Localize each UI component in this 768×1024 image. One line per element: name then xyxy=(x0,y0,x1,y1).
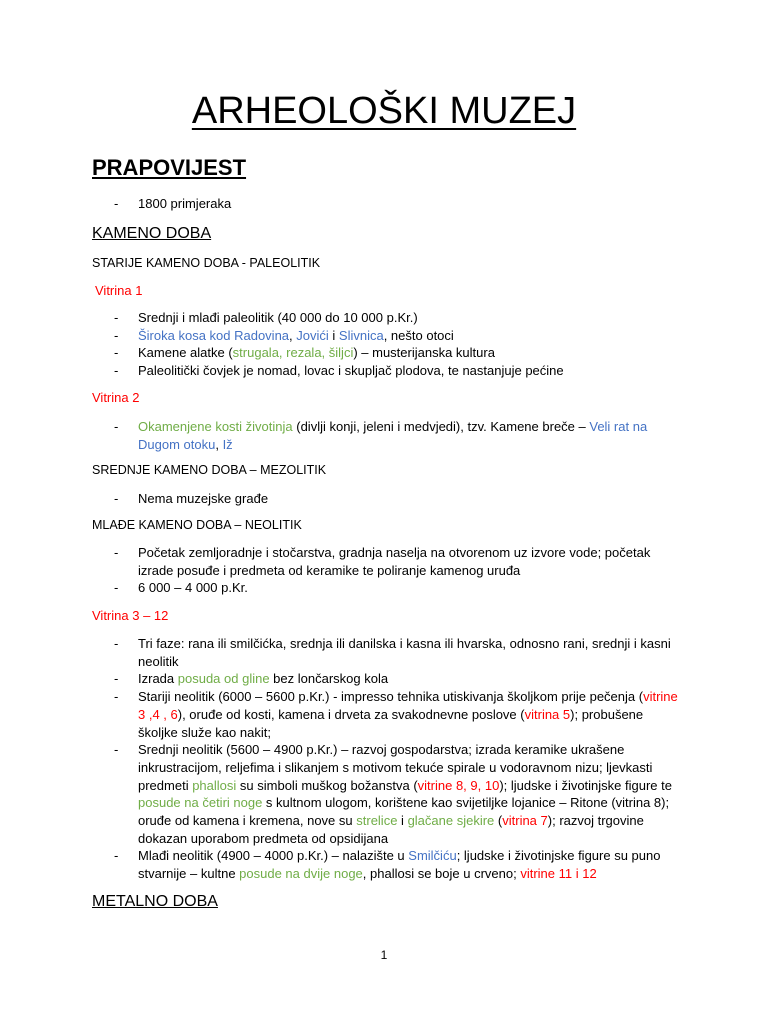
highlighted-text-red: vitrina 5 xyxy=(524,706,571,722)
list-neolitik xyxy=(92,544,682,597)
list-item-text: Nema muzejske građe xyxy=(138,491,269,506)
highlighted-text-red: vitrine 8, 9, 10 xyxy=(417,777,500,793)
list-item-text: s kultnom ulogom, korištene kao svijetiljke lojanice – Ritone (vitrina 8); oruđe od kamena i kremena, nove su xyxy=(138,795,670,829)
list-item xyxy=(92,362,682,380)
list-item xyxy=(92,344,682,362)
list-bullet-dash: - xyxy=(114,419,119,434)
highlighted-text-green: Okamenjene kosti životinja xyxy=(138,419,293,434)
list-mezolitik xyxy=(92,490,682,508)
list-item xyxy=(92,670,682,688)
list-item xyxy=(92,418,682,453)
page-number: 1 xyxy=(380,948,388,962)
list-item-text: ); razvoj trgovine dokazan uporabom predmeta od opsidijana xyxy=(138,813,644,846)
list-bullet-dash: - xyxy=(114,848,119,864)
highlighted-text-green: strelice xyxy=(356,813,398,829)
heading-paleolitik: STARIJE KAMENO DOBA - PALEOLITIK xyxy=(92,256,321,270)
list-bullet-dash: - xyxy=(114,491,119,506)
document-title: ARHEOLOŠKI MUZEJ xyxy=(191,90,577,132)
list-bullet-dash: - xyxy=(114,345,119,361)
list-item-text: Stariji neolitik (6000 – 5600 p.Kr.) - impresso tehnika utiskivanja školjkom prije pečenja ( xyxy=(138,689,644,705)
list-item-text: , phallosi se boje u crveno; xyxy=(362,866,521,882)
list-item-text: bez lončarskog kola xyxy=(269,671,389,687)
list-bullet-dash: - xyxy=(114,545,119,560)
list-item xyxy=(92,309,682,327)
heading-mezolitik: SREDNJE KAMENO DOBA – MEZOLITIK xyxy=(92,463,327,477)
list-vitrina-3-12 xyxy=(92,635,682,883)
highlighted-text-red: vitrine 3 ,4 , 6 xyxy=(138,689,678,722)
list-bullet-dash: - xyxy=(114,327,119,343)
list-item-text: Srednji neolitik (5600 – 4900 p.Kr.) – razvoj gospodarstva; izrada keramike ukrašene inkrustracijom, reljefima i slikanjem s motivom tekuće spirale u vodoravnom nizu; ljevkasti predmeti xyxy=(138,742,653,793)
list-prapovijest xyxy=(92,195,682,213)
list-bullet-dash: - xyxy=(114,580,119,596)
list-item xyxy=(92,327,682,345)
list-item xyxy=(92,847,682,882)
label-vitrina-1: Vitrina 1 xyxy=(95,283,143,298)
highlighted-text-green: posude na dvije noge xyxy=(239,866,363,882)
highlighted-text-blue: Veli rat na Dugom otoku xyxy=(138,419,648,452)
label-vitrina-2: Vitrina 2 xyxy=(92,390,140,405)
highlighted-text-green: posuda od gline xyxy=(177,671,270,687)
highlighted-text-blue: Slivnica xyxy=(338,327,384,343)
list-item-text: ; ljudske i životinjske figure su puno stvarnije – kultne xyxy=(138,848,661,882)
subheading-kameno-doba: KAMENO DOBA xyxy=(92,225,212,242)
list-vitrina-1 xyxy=(92,309,682,380)
highlighted-text-blue: Široka kosa kod Radovina xyxy=(138,327,290,343)
list-item-text: 6 000 – 4 000 p.Kr. xyxy=(138,580,248,596)
list-item xyxy=(92,544,682,579)
list-item-text: , xyxy=(289,327,297,343)
highlighted-text-green: glačane sjekire xyxy=(407,813,495,829)
highlighted-text-green: posude na četiri noge xyxy=(138,795,263,811)
list-item xyxy=(92,490,682,508)
highlighted-text-green: phallosi xyxy=(192,777,237,793)
list-bullet-dash: - xyxy=(114,196,119,211)
list-bullet-dash: - xyxy=(114,363,119,379)
list-item-text: Paleolitički čovjek je nomad, lovac i skupljač plodova, te nastanjuje pećine xyxy=(138,363,564,379)
highlighted-text-red: vitrina 7 xyxy=(502,813,548,829)
highlighted-text-green: strugala, rezala, šiljci xyxy=(232,345,354,361)
list-item-text: , xyxy=(215,436,223,452)
list-item-text: ), oruđe od kosti, kamena i drveta za svakodnevne poslove ( xyxy=(177,706,525,722)
list-item xyxy=(92,195,682,213)
list-item-text: su simboli muškog božanstva ( xyxy=(236,777,418,793)
list-item xyxy=(92,741,682,847)
list-item-text: Početak zemljoradnje i stočarstva, gradnja naselja na otvorenom uz izvore vode; početak izrade posuđe i predmeta od keramike te poliranje kamenog uruđa xyxy=(138,545,651,578)
list-bullet-dash: - xyxy=(114,310,119,325)
highlighted-text-red: vitrine 11 i 12 xyxy=(520,866,597,882)
list-bullet-dash: - xyxy=(114,636,119,651)
list-item-text: Tri faze: rana ili smilčićka, srednja ili danilska i kasna ili hvarska, odnosno rani, srednji i kasni neolitik xyxy=(138,636,671,669)
list-item-text: ); ljudske i životinjske figure te xyxy=(499,777,672,793)
highlighted-text-blue: Jovići xyxy=(296,327,329,343)
list-item-text: (divlji konji, jeleni i medvjedi), tzv. Kamene breče – xyxy=(292,419,590,434)
list-item xyxy=(92,688,682,741)
list-item-text: Srednji i mlađi paleolitik (40 000 do 10 000 p.Kr.) xyxy=(138,310,418,325)
list-item xyxy=(92,579,682,597)
list-bullet-dash: - xyxy=(114,689,119,705)
list-item-text: ); probušene školjke služe kao nakit; xyxy=(138,706,644,740)
section-heading-prapovijest: PRAPOVIJEST xyxy=(92,155,247,180)
highlighted-text-blue: Smilčiću xyxy=(408,848,457,864)
list-item-text: , nešto otoci xyxy=(383,327,454,343)
list-bullet-dash: - xyxy=(114,742,119,758)
subheading-metalno-doba: METALNO DOBA xyxy=(92,893,218,910)
list-item-text: Izrada xyxy=(138,671,178,687)
list-item-text: Kamene alatke ( xyxy=(138,345,233,361)
list-item-text: ) – musterijanska kultura xyxy=(353,345,495,361)
list-vitrina-2 xyxy=(92,418,682,453)
list-bullet-dash: - xyxy=(114,671,119,687)
list-item xyxy=(92,635,682,670)
list-item-text: ( xyxy=(494,813,503,829)
list-item-text: Mlađi neolitik (4900 – 4000 p.Kr.) – nalazište u xyxy=(138,848,409,864)
label-vitrina-3-12: Vitrina 3 – 12 xyxy=(92,608,169,623)
highlighted-text-blue: Iž xyxy=(222,436,233,452)
list-item-text: i xyxy=(328,327,339,343)
heading-neolitik: MLAĐE KAMENO DOBA – NEOLITIK xyxy=(92,518,302,532)
list-item-text: i xyxy=(397,813,408,829)
list-item-text: 1800 primjeraka xyxy=(138,196,232,211)
